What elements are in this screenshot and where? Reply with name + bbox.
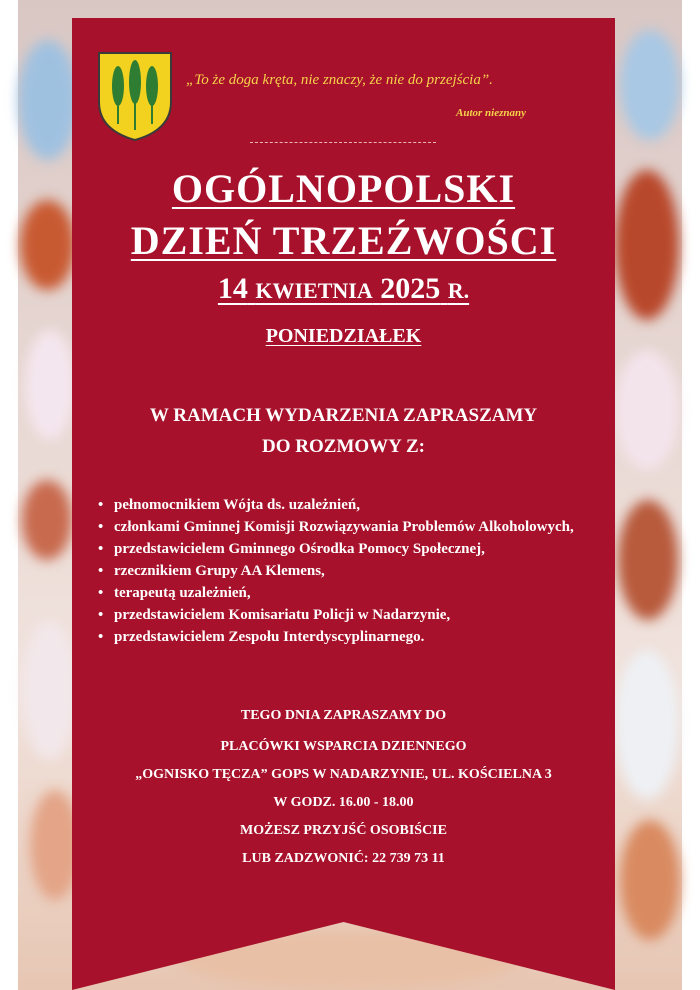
list-item: • terapeutą uzależnień, [98,585,251,601]
event-date [72,272,615,306]
participants-list [98,496,598,650]
footer-phone: LUB ZADZWONIĆ: 22 739 73 11 [242,851,445,866]
bullet: • [98,519,104,535]
footer-line5: MOŻESZ PRZYJŚĆ OSOBIŚCIE [240,823,447,838]
list-item: • przedstawicielem Zespołu Interdyscyplinarnego. [98,629,425,645]
bullet: • [98,497,104,513]
list-item: • przedstawicielem Komisariatu Policji w Nadarzynie, [98,607,451,623]
left-margin [0,0,18,990]
divider [250,142,436,143]
right-margin [682,0,700,990]
title-line2: DZIEŃ TRZEŹWOŚCI [130,218,557,263]
quote-author: Autor nieznany [456,107,526,119]
quote-text: „To że doga kręta, nie znaczy, że nie do przejścia”. [186,72,493,88]
weekday: PONIEDZIAŁEK [265,325,422,347]
bullet: • [98,607,104,623]
bullet: • [98,585,104,601]
list-item: • rzecznikiem Grupy AA Klemens, [98,563,325,579]
footer-line2: PLACÓWKI WSPARCIA DZIENNEGO [220,739,467,754]
date-month: KWIETNIA [255,278,373,303]
invite-line2: DO ROZMOWY Z: [262,436,425,457]
bullet: • [98,563,104,579]
date-day: 14 [217,272,248,305]
invite-line1: W RAMACH WYDARZENIA ZAPRASZAMY [149,405,538,426]
title-line1: OGÓLNOPOLSKI [171,166,516,211]
date-suffix: R. [447,278,470,303]
list-item: • pełnomocnikiem Wójta ds. uzależnień, [98,497,360,513]
footer-address: „OGNISKO TĘCZA” GOPS W NADARZYNIE, UL. KOŚCIELNA 3 [135,767,552,782]
bullet: • [98,629,104,645]
list-item: • przedstawicielem Gminnego Ośrodka Pomocy Społecznej, [98,541,485,557]
date-year: 2025 [380,272,441,305]
wheat-crest-icon [96,50,174,142]
footer-hours: W GODZ. 16.00 - 18.00 [273,795,414,810]
bullet: • [98,541,104,557]
footer-line1: TEGO DNIA ZAPRASZAMY DO [240,708,447,723]
list-item: • członkami Gminnej Komisji Rozwiązywania Problemów Alkoholowych, [98,519,574,535]
